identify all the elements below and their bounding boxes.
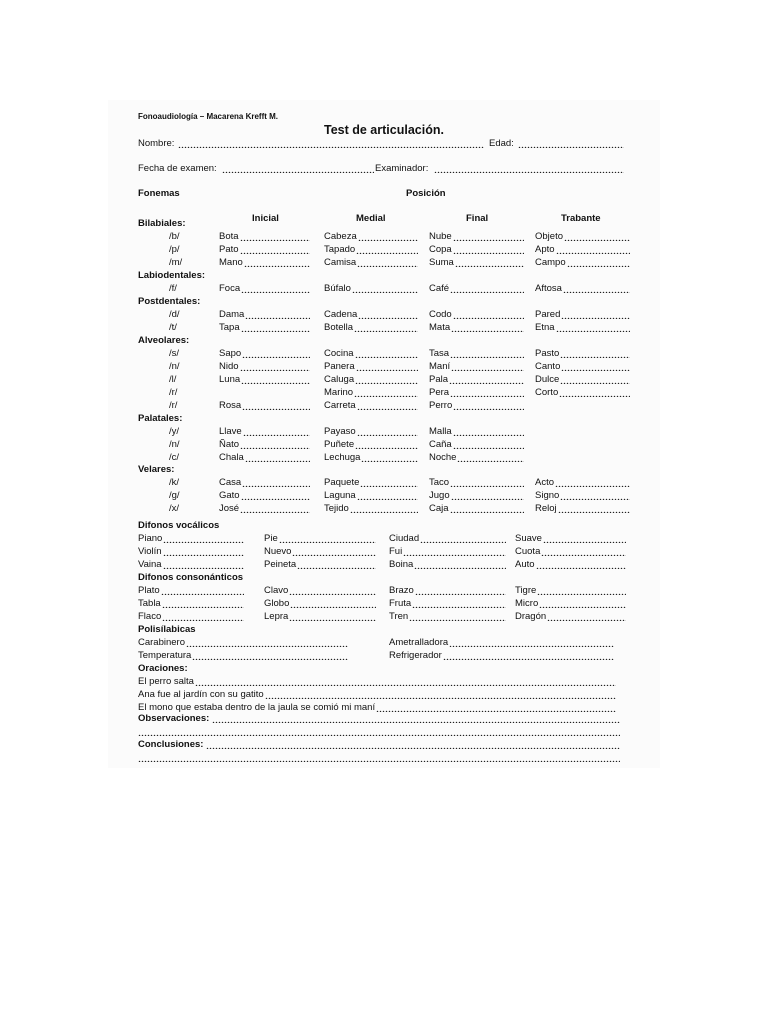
cell-3-2-2-line[interactable]: [449, 375, 524, 384]
consonant-diphthong-1-3-word: Micro: [515, 597, 539, 609]
vowel-diphthong-2-0-line[interactable]: [163, 560, 244, 569]
cell-0-2-1-word: Camisa: [324, 256, 357, 268]
consonant-diphthong-2-3-line[interactable]: [547, 612, 626, 621]
cell-5-1-3-line[interactable]: [560, 491, 630, 500]
cell-2-0-2-word: Codo: [429, 308, 452, 320]
cell-5-1-0-line[interactable]: [241, 491, 310, 500]
cell-5-1-2-line[interactable]: [451, 491, 524, 500]
cell-4-0-2-line[interactable]: [453, 427, 524, 436]
vowel-diphthong-1-2-line[interactable]: [403, 547, 506, 556]
cell-0-1-2-word: Copa: [429, 243, 452, 255]
cell-0-1-0-word: Pato: [219, 243, 239, 255]
cell-2-1-2-word: Mata: [429, 321, 451, 333]
document-sheet: [108, 100, 660, 768]
cell-2-1-2-line[interactable]: [451, 323, 524, 332]
cell-2-1-3-word: Etna: [535, 321, 555, 333]
cell-4-1-2-line[interactable]: [453, 440, 524, 449]
cell-2-0-0-line[interactable]: [245, 310, 310, 319]
conclusions-line[interactable]: [206, 740, 620, 749]
group-label-3: Alveolares:: [138, 335, 190, 346]
vowel-diphthong-0-1-word: Pie: [264, 532, 278, 544]
cell-5-2-3-word: Reloj: [535, 502, 557, 514]
cell-1-0-0-line[interactable]: [241, 284, 310, 293]
cell-5-0-3-line[interactable]: [555, 478, 630, 487]
cell-3-2-2-word: Pala: [429, 373, 449, 385]
sentence-0-word: El perro salta: [138, 675, 194, 687]
name-label: Nombre:: [138, 138, 175, 149]
cell-5-1-1-line[interactable]: [357, 491, 418, 500]
column-header-initial: Inicial: [252, 213, 279, 224]
polysyllabic-1-0-word: Temperatura: [138, 649, 192, 661]
cell-4-2-1-word: Lechuga: [324, 451, 361, 463]
consonant-diphthong-1-1-word: Globo: [264, 597, 290, 609]
cell-2-0-3-line[interactable]: [561, 310, 630, 319]
sentences-title: Oraciones:: [138, 663, 188, 674]
vowel-diphthong-0-0-word: Piano: [138, 532, 163, 544]
consonant-diphthong-2-2-word: Tren: [389, 610, 409, 622]
polysyllabic-0-0-word: Carabinero: [138, 636, 185, 648]
vowel-diphthong-0-2-line[interactable]: [420, 534, 506, 543]
phoneme-label: /y/: [169, 425, 180, 437]
cell-2-0-2-line[interactable]: [453, 310, 524, 319]
consonant-diphthong-1-0-line[interactable]: [162, 599, 244, 608]
cell-0-1-1-line[interactable]: [356, 245, 418, 254]
cell-0-0-3-word: Objeto: [535, 230, 563, 242]
cell-1-0-1-line[interactable]: [352, 284, 418, 293]
consonant-diphthong-2-3-word: Dragón: [515, 610, 547, 622]
conclusions-line-2[interactable]: [138, 753, 620, 762]
consonant-diphthong-1-3-line[interactable]: [539, 599, 626, 608]
consonant-diphthong-1-0-word: Tabla: [138, 597, 161, 609]
cell-5-2-3-line[interactable]: [558, 504, 630, 513]
phoneme-label: /b/: [169, 230, 180, 242]
sentence-1-word: Ana fue al jardín con su gatito: [138, 688, 264, 700]
cell-3-0-1-line[interactable]: [355, 349, 418, 358]
cell-1-0-2-line[interactable]: [450, 284, 524, 293]
column-header-trabante: Trabante: [561, 213, 601, 224]
examiner-label: Examinador:: [375, 163, 429, 174]
column-header-medial: Medial: [356, 213, 386, 224]
consonant-diphthong-2-0-word: Flaco: [138, 610, 162, 622]
cell-3-3-3-word: Corto: [535, 386, 559, 398]
vowel-diphthong-0-0-line[interactable]: [163, 534, 244, 543]
cell-3-1-0-word: Nido: [219, 360, 239, 372]
cell-5-2-0-word: José: [219, 502, 240, 514]
consonant-diphthong-title: Difonos consonánticos: [138, 572, 244, 583]
cell-0-2-2-line[interactable]: [455, 258, 524, 267]
consonant-diphthong-0-0-word: Plato: [138, 584, 160, 596]
sentence-1-line[interactable]: [265, 690, 616, 699]
cell-0-0-2-line[interactable]: [453, 232, 524, 241]
consonant-diphthong-1-2-word: Fruta: [389, 597, 412, 609]
cell-3-3-2-word: Pera: [429, 386, 450, 398]
cell-3-1-0-line[interactable]: [240, 362, 310, 371]
vowel-diphthong-1-0-line[interactable]: [163, 547, 244, 556]
sentence-2-line[interactable]: [376, 703, 616, 712]
phoneme-label: /d/: [169, 308, 180, 320]
phoneme-label: /s/: [169, 347, 180, 359]
vowel-diphthong-1-3-word: Cuota: [515, 545, 541, 557]
cell-2-1-3-line[interactable]: [556, 323, 630, 332]
cell-4-1-0-word: Ñato: [219, 438, 240, 450]
polysyllabic-1-1-line[interactable]: [443, 651, 614, 660]
consonant-diphthong-0-2-word: Brazo: [389, 584, 414, 596]
cell-0-2-0-word: Mano: [219, 256, 243, 268]
cell-3-2-1-word: Caluga: [324, 373, 355, 385]
vowel-diphthong-0-3-line[interactable]: [543, 534, 626, 543]
cell-4-0-2-word: Malla: [429, 425, 452, 437]
vowel-diphthong-title: Difonos vocálicos: [138, 520, 220, 531]
cell-0-1-0-line[interactable]: [240, 245, 310, 254]
vowel-diphthong-2-3-word: Auto: [515, 558, 535, 570]
phoneme-label: /n/: [169, 438, 180, 450]
phoneme-label: /r/: [169, 399, 178, 411]
vowel-diphthong-2-2-line[interactable]: [414, 560, 506, 569]
cell-0-0-1-word: Cabeza: [324, 230, 357, 242]
cell-5-1-1-word: Laguna: [324, 489, 356, 501]
cell-3-1-2-line[interactable]: [451, 362, 524, 371]
cell-5-0-0-word: Casa: [219, 476, 242, 488]
consonant-diphthong-0-3-word: Tigre: [515, 584, 537, 596]
cell-3-3-1-line[interactable]: [354, 388, 418, 397]
cell-0-1-1-word: Tapado: [324, 243, 356, 255]
sentence-0-line[interactable]: [195, 677, 616, 686]
cell-0-1-3-word: Apto: [535, 243, 555, 255]
date-label: Fecha de examen:: [138, 163, 217, 174]
cell-3-3-1-word: Marino: [324, 386, 354, 398]
cell-5-0-3-word: Acto: [535, 476, 555, 488]
vowel-diphthong-0-3-word: Suave: [515, 532, 542, 544]
cell-3-0-2-word: Tasa: [429, 347, 450, 359]
date-field-line[interactable]: [222, 164, 374, 173]
cell-0-2-3-line[interactable]: [567, 258, 630, 267]
cell-3-0-0-word: Sapo: [219, 347, 242, 359]
cell-1-0-2-word: Café: [429, 282, 450, 294]
conclusions-label: Conclusiones:: [138, 739, 204, 750]
vowel-diphthong-2-3-line[interactable]: [536, 560, 626, 569]
vowel-diphthong-1-0-word: Violín: [138, 545, 162, 557]
cell-4-1-1-line[interactable]: [355, 440, 418, 449]
cell-2-0-0-word: Dama: [219, 308, 245, 320]
cell-5-0-1-line[interactable]: [360, 478, 418, 487]
consonant-diphthong-1-1-line[interactable]: [290, 599, 376, 608]
cell-5-2-2-line[interactable]: [450, 504, 524, 513]
phoneme-label: /f/: [169, 282, 177, 294]
vowel-diphthong-0-1-line[interactable]: [279, 534, 376, 543]
cell-5-0-2-word: Taco: [429, 476, 450, 488]
cell-3-2-0-word: Luna: [219, 373, 241, 385]
cell-5-2-1-word: Tejido: [324, 502, 349, 514]
cell-0-0-1-line[interactable]: [358, 232, 418, 241]
cell-3-2-3-line[interactable]: [560, 375, 630, 384]
page-title: Test de articulación.: [324, 123, 444, 137]
cell-4-1-2-word: Caña: [429, 438, 452, 450]
examiner-field-line[interactable]: [434, 164, 624, 173]
polysyllabic-1-1-word: Refrigerador: [389, 649, 442, 661]
phonemes-header: Fonemas: [138, 188, 180, 199]
cell-5-0-0-line[interactable]: [242, 478, 310, 487]
consonant-diphthong-0-1-word: Clavo: [264, 584, 289, 596]
cell-1-0-1-word: Búfalo: [324, 282, 351, 294]
cell-5-2-1-line[interactable]: [350, 504, 418, 513]
cell-2-1-0-line[interactable]: [241, 323, 310, 332]
cell-5-2-0-line[interactable]: [240, 504, 310, 513]
cell-3-4-0-word: Rosa: [219, 399, 242, 411]
name-field-line[interactable]: [178, 139, 484, 148]
cell-4-0-1-word: Payaso: [324, 425, 356, 437]
consonant-diphthong-2-2-line[interactable]: [409, 612, 506, 621]
cell-0-0-2-word: Nube: [429, 230, 452, 242]
polysyllabic-0-1-word: Ametralladora: [389, 636, 449, 648]
polysyllabic-1-0-line[interactable]: [192, 651, 348, 660]
cell-0-2-2-word: Suma: [429, 256, 454, 268]
phoneme-label: /c/: [169, 451, 180, 463]
cell-4-1-0-line[interactable]: [240, 440, 310, 449]
cell-0-2-3-word: Campo: [535, 256, 566, 268]
observations-line-2[interactable]: [138, 727, 620, 736]
cell-3-1-1-word: Panera: [324, 360, 355, 372]
polysyllabic-0-1-line[interactable]: [449, 638, 614, 647]
cell-3-4-1-line[interactable]: [357, 401, 418, 410]
cell-3-2-1-line[interactable]: [355, 375, 418, 384]
cell-4-2-2-line[interactable]: [457, 453, 524, 462]
cell-4-0-0-word: Llave: [219, 425, 242, 437]
cell-0-2-1-line[interactable]: [357, 258, 418, 267]
cell-3-3-2-line[interactable]: [450, 388, 524, 397]
cell-5-0-1-word: Paquete: [324, 476, 360, 488]
cell-2-1-0-word: Tapa: [219, 321, 240, 333]
consonant-diphthong-0-1-line[interactable]: [289, 586, 376, 595]
cell-2-0-1-word: Cadena: [324, 308, 358, 320]
age-field-line[interactable]: [518, 139, 624, 148]
vowel-diphthong-0-2-word: Ciudad: [389, 532, 420, 544]
phoneme-label: /x/: [169, 502, 180, 514]
cell-1-0-3-line[interactable]: [563, 284, 630, 293]
vowel-diphthong-2-0-word: Vaina: [138, 558, 162, 570]
cell-4-2-0-word: Chala: [219, 451, 244, 463]
cell-5-1-0-word: Gato: [219, 489, 240, 501]
polysyllabic-0-0-line[interactable]: [186, 638, 348, 647]
cell-2-1-1-word: Botella: [324, 321, 354, 333]
cell-4-2-0-line[interactable]: [245, 453, 310, 462]
cell-3-1-3-line[interactable]: [561, 362, 630, 371]
phoneme-label: /g/: [169, 489, 180, 501]
cell-1-0-0-word: Foca: [219, 282, 241, 294]
phoneme-label: /p/: [169, 243, 180, 255]
cell-3-2-0-line[interactable]: [241, 375, 310, 384]
observations-label: Observaciones:: [138, 713, 210, 724]
vowel-diphthong-2-2-word: Boina: [389, 558, 414, 570]
group-label-1: Labiodentales:: [138, 270, 206, 281]
cell-2-0-1-line[interactable]: [358, 310, 418, 319]
cell-3-0-3-line[interactable]: [560, 349, 630, 358]
consonant-diphthong-0-0-line[interactable]: [161, 586, 244, 595]
cell-0-0-0-line[interactable]: [240, 232, 310, 241]
phoneme-label: /n/: [169, 360, 180, 372]
cell-2-1-1-line[interactable]: [354, 323, 418, 332]
cell-3-0-3-word: Pasto: [535, 347, 560, 359]
consonant-diphthong-2-1-word: Lepra: [264, 610, 289, 622]
phoneme-label: /l/: [169, 373, 177, 385]
vowel-diphthong-1-2-word: Fui: [389, 545, 403, 557]
cell-4-1-1-word: Puñete: [324, 438, 355, 450]
group-label-2: Postdentales:: [138, 296, 201, 307]
phoneme-label: /t/: [169, 321, 177, 333]
cell-4-2-1-line[interactable]: [361, 453, 418, 462]
cell-3-0-1-word: Cocina: [324, 347, 354, 359]
consonant-diphthong-0-3-line[interactable]: [537, 586, 626, 595]
cell-3-0-2-line[interactable]: [450, 349, 524, 358]
cell-3-2-3-word: Dulce: [535, 373, 560, 385]
group-label-5: Velares:: [138, 464, 175, 475]
phoneme-label: /k/: [169, 476, 180, 488]
vowel-diphthong-2-1-line[interactable]: [297, 560, 376, 569]
cell-4-0-0-line[interactable]: [243, 427, 310, 436]
cell-3-4-1-word: Carreta: [324, 399, 356, 411]
vowel-diphthong-1-3-line[interactable]: [541, 547, 626, 556]
consonant-diphthong-1-2-line[interactable]: [412, 599, 506, 608]
phoneme-label: /m/: [169, 256, 183, 268]
cell-3-3-3-line[interactable]: [559, 388, 630, 397]
cell-5-0-2-line[interactable]: [450, 478, 524, 487]
position-header: Posición: [406, 188, 446, 199]
cell-3-4-0-line[interactable]: [242, 401, 310, 410]
cell-3-4-2-word: Perro: [429, 399, 453, 411]
cell-1-0-3-word: Aftosa: [535, 282, 562, 294]
age-label: Edad:: [489, 138, 514, 149]
consonant-diphthong-2-1-line[interactable]: [289, 612, 376, 621]
cell-0-1-3-line[interactable]: [556, 245, 630, 254]
cell-0-0-0-word: Bota: [219, 230, 239, 242]
consonant-diphthong-2-0-line[interactable]: [162, 612, 244, 621]
cell-0-1-2-line[interactable]: [453, 245, 524, 254]
cell-5-1-2-word: Jugo: [429, 489, 450, 501]
group-label-0: Bilabiales:: [138, 218, 186, 229]
phoneme-label: /r/: [169, 386, 178, 398]
cell-3-1-3-word: Canto: [535, 360, 561, 372]
cell-3-0-0-line[interactable]: [242, 349, 310, 358]
cell-4-0-1-line[interactable]: [357, 427, 418, 436]
vowel-diphthong-2-1-word: Peineta: [264, 558, 297, 570]
column-header-final: Final: [466, 213, 489, 224]
cell-0-0-3-line[interactable]: [564, 232, 630, 241]
cell-3-1-1-line[interactable]: [356, 362, 418, 371]
cell-3-4-2-line[interactable]: [453, 401, 524, 410]
sentence-2-word: El mono que estaba dentro de la jaula se comió mi maní: [138, 701, 376, 713]
author-line: Fonoaudiología – Macarena Krefft M.: [138, 112, 279, 121]
cell-5-2-2-word: Caja: [429, 502, 449, 514]
cell-0-2-0-line[interactable]: [244, 258, 310, 267]
polysyllabic-title: Polisílabicas: [138, 624, 196, 635]
cell-2-0-3-word: Pared: [535, 308, 561, 320]
vowel-diphthong-1-1-word: Nuevo: [264, 545, 292, 557]
cell-3-1-2-word: Maní: [429, 360, 451, 372]
cell-4-2-2-word: Noche: [429, 451, 457, 463]
observations-line[interactable]: [212, 714, 620, 723]
vowel-diphthong-1-1-line[interactable]: [292, 547, 376, 556]
group-label-4: Palatales:: [138, 413, 183, 424]
consonant-diphthong-0-2-line[interactable]: [415, 586, 506, 595]
cell-5-1-3-word: Signo: [535, 489, 560, 501]
